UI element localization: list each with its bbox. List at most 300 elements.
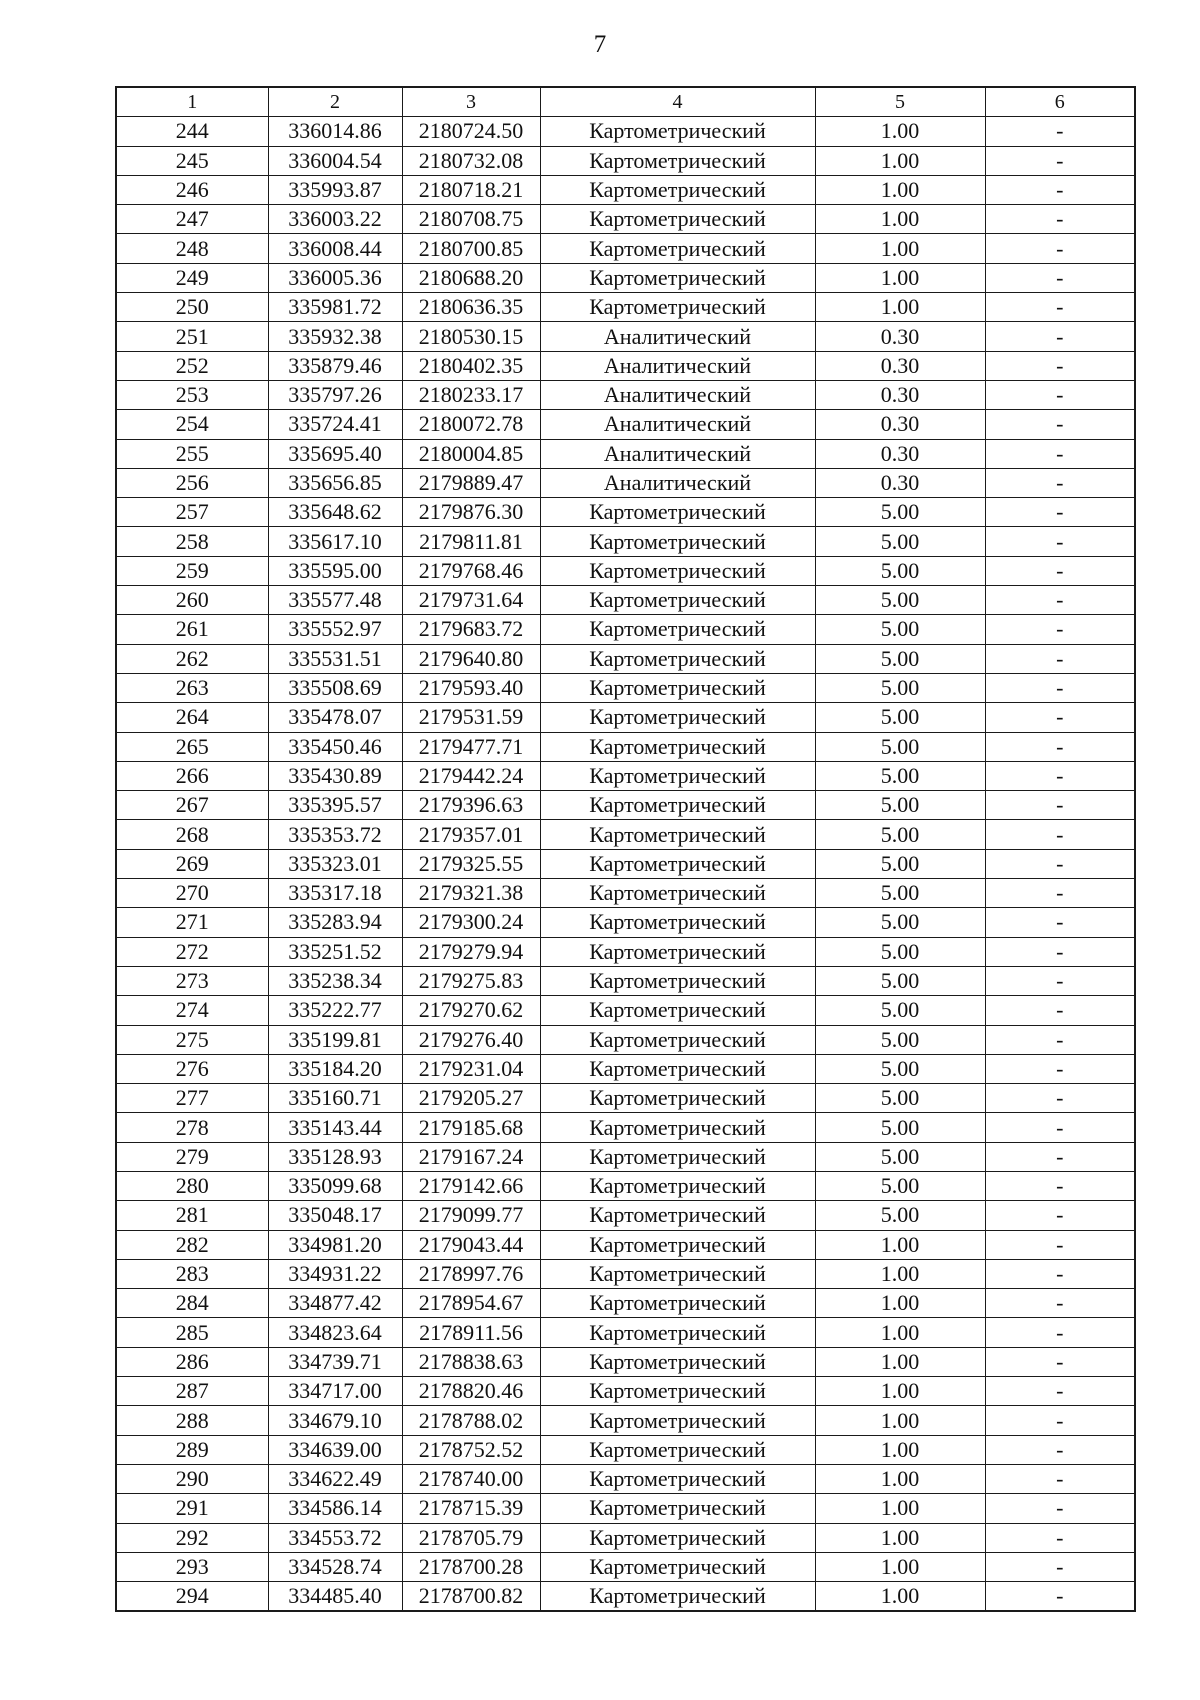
x-coordinate-cell: 334485.40: [268, 1582, 402, 1612]
point-number-cell: 268: [116, 820, 268, 849]
method-cell: Картометрический: [540, 615, 815, 644]
x-coordinate-cell: 334739.71: [268, 1347, 402, 1376]
note-cell: -: [985, 1523, 1135, 1552]
y-coordinate-cell: 2180688.20: [402, 263, 540, 292]
note-cell: -: [985, 439, 1135, 468]
x-coordinate-cell: 335478.07: [268, 703, 402, 732]
method-cell: Картометрический: [540, 849, 815, 878]
method-cell: Картометрический: [540, 234, 815, 263]
x-coordinate-cell: 334877.42: [268, 1289, 402, 1318]
x-coordinate-cell: 335450.46: [268, 732, 402, 761]
method-cell: Картометрический: [540, 673, 815, 702]
point-number-cell: 278: [116, 1113, 268, 1142]
point-number-cell: 271: [116, 908, 268, 937]
note-cell: -: [985, 1435, 1135, 1464]
method-cell: Картометрический: [540, 879, 815, 908]
point-number-cell: 249: [116, 263, 268, 292]
y-coordinate-cell: 2180530.15: [402, 322, 540, 351]
table-row: [116, 468, 1135, 497]
table-row: [116, 1259, 1135, 1288]
table-row: [116, 791, 1135, 820]
method-cell: Картометрический: [540, 820, 815, 849]
table-row: [116, 1318, 1135, 1347]
y-coordinate-cell: 2178954.67: [402, 1289, 540, 1318]
point-number-cell: 283: [116, 1259, 268, 1288]
table-row: [116, 1494, 1135, 1523]
table-row: [116, 556, 1135, 585]
method-cell: Картометрический: [540, 263, 815, 292]
accuracy-cell: 1.00: [815, 1259, 985, 1288]
accuracy-cell: 5.00: [815, 1113, 985, 1142]
method-cell: Картометрический: [540, 1289, 815, 1318]
x-coordinate-cell: 335552.97: [268, 615, 402, 644]
table-row: [116, 908, 1135, 937]
y-coordinate-cell: 2179593.40: [402, 673, 540, 702]
table-row: [116, 1552, 1135, 1581]
point-number-cell: 247: [116, 205, 268, 234]
table-row: [116, 1054, 1135, 1083]
table-row: [116, 527, 1135, 556]
table-row: [116, 117, 1135, 146]
method-cell: Картометрический: [540, 527, 815, 556]
accuracy-cell: 1.00: [815, 1523, 985, 1552]
method-cell: Картометрический: [540, 1435, 815, 1464]
method-cell: Картометрический: [540, 117, 815, 146]
accuracy-cell: 1.00: [815, 205, 985, 234]
y-coordinate-cell: 2178740.00: [402, 1464, 540, 1493]
point-number-cell: 279: [116, 1142, 268, 1171]
method-cell: Картометрический: [540, 1406, 815, 1435]
note-cell: -: [985, 1464, 1135, 1493]
point-number-cell: 282: [116, 1230, 268, 1259]
table-row: [116, 410, 1135, 439]
note-cell: -: [985, 615, 1135, 644]
x-coordinate-cell: 336004.54: [268, 146, 402, 175]
accuracy-cell: 5.00: [815, 908, 985, 937]
page-number: 7: [593, 31, 607, 58]
y-coordinate-cell: 2179185.68: [402, 1113, 540, 1142]
point-number-cell: 273: [116, 966, 268, 995]
method-cell: Аналитический: [540, 468, 815, 497]
point-number-cell: 286: [116, 1347, 268, 1376]
x-coordinate-cell: 335797.26: [268, 380, 402, 409]
method-cell: Картометрический: [540, 175, 815, 204]
accuracy-cell: 1.00: [815, 1435, 985, 1464]
note-cell: -: [985, 1289, 1135, 1318]
y-coordinate-cell: 2179442.24: [402, 761, 540, 790]
table-row: [116, 1084, 1135, 1113]
y-coordinate-cell: 2180700.85: [402, 234, 540, 263]
method-cell: Картометрический: [540, 1464, 815, 1493]
column-header: 4: [540, 87, 815, 117]
point-number-cell: 291: [116, 1494, 268, 1523]
y-coordinate-cell: 2179321.38: [402, 879, 540, 908]
accuracy-cell: 5.00: [815, 820, 985, 849]
method-cell: Картометрический: [540, 1347, 815, 1376]
method-cell: Картометрический: [540, 1054, 815, 1083]
method-cell: Картометрический: [540, 996, 815, 1025]
note-cell: -: [985, 1318, 1135, 1347]
x-coordinate-cell: 335251.52: [268, 937, 402, 966]
table-row: [116, 732, 1135, 761]
table-row: [116, 1377, 1135, 1406]
column-header: 2: [268, 87, 402, 117]
method-cell: Картометрический: [540, 205, 815, 234]
y-coordinate-cell: 2179043.44: [402, 1230, 540, 1259]
y-coordinate-cell: 2180004.85: [402, 439, 540, 468]
y-coordinate-cell: 2179279.94: [402, 937, 540, 966]
table-row: [116, 761, 1135, 790]
note-cell: -: [985, 703, 1135, 732]
method-cell: Картометрический: [540, 1552, 815, 1581]
x-coordinate-cell: 335430.89: [268, 761, 402, 790]
note-cell: -: [985, 527, 1135, 556]
accuracy-cell: 5.00: [815, 791, 985, 820]
table-row: [116, 1464, 1135, 1493]
point-number-cell: 253: [116, 380, 268, 409]
method-cell: Картометрический: [540, 732, 815, 761]
accuracy-cell: 0.30: [815, 322, 985, 351]
table-row: [116, 937, 1135, 966]
table-row: [116, 175, 1135, 204]
accuracy-cell: 0.30: [815, 468, 985, 497]
method-cell: Картометрический: [540, 1494, 815, 1523]
y-coordinate-cell: 2179231.04: [402, 1054, 540, 1083]
table-row: [116, 703, 1135, 732]
y-coordinate-cell: 2178838.63: [402, 1347, 540, 1376]
accuracy-cell: 1.00: [815, 1494, 985, 1523]
point-number-cell: 259: [116, 556, 268, 585]
note-cell: -: [985, 263, 1135, 292]
y-coordinate-cell: 2179167.24: [402, 1142, 540, 1171]
point-number-cell: 289: [116, 1435, 268, 1464]
point-number-cell: 274: [116, 996, 268, 1025]
method-cell: Аналитический: [540, 322, 815, 351]
table-row: [116, 644, 1135, 673]
accuracy-cell: 5.00: [815, 703, 985, 732]
note-cell: -: [985, 1406, 1135, 1435]
column-header: 1: [116, 87, 268, 117]
method-cell: Картометрический: [540, 293, 815, 322]
accuracy-cell: 5.00: [815, 732, 985, 761]
x-coordinate-cell: 334639.00: [268, 1435, 402, 1464]
x-coordinate-cell: 335048.17: [268, 1201, 402, 1230]
note-cell: -: [985, 1171, 1135, 1200]
note-cell: -: [985, 673, 1135, 702]
method-cell: Картометрический: [540, 1259, 815, 1288]
note-cell: -: [985, 322, 1135, 351]
method-cell: Картометрический: [540, 498, 815, 527]
table-body: [116, 117, 1135, 1612]
x-coordinate-cell: 335879.46: [268, 351, 402, 380]
y-coordinate-cell: 2178705.79: [402, 1523, 540, 1552]
y-coordinate-cell: 2180636.35: [402, 293, 540, 322]
x-coordinate-cell: 335184.20: [268, 1054, 402, 1083]
note-cell: -: [985, 966, 1135, 995]
point-number-cell: 281: [116, 1201, 268, 1230]
table-row: [116, 1347, 1135, 1376]
point-number-cell: 257: [116, 498, 268, 527]
y-coordinate-cell: 2178820.46: [402, 1377, 540, 1406]
method-cell: Картометрический: [540, 937, 815, 966]
table-row: [116, 820, 1135, 849]
note-cell: -: [985, 293, 1135, 322]
point-number-cell: 262: [116, 644, 268, 673]
accuracy-cell: 0.30: [815, 351, 985, 380]
x-coordinate-cell: 335595.00: [268, 556, 402, 585]
table-row: [116, 966, 1135, 995]
y-coordinate-cell: 2179275.83: [402, 966, 540, 995]
x-coordinate-cell: 335724.41: [268, 410, 402, 439]
point-number-cell: 293: [116, 1552, 268, 1581]
x-coordinate-cell: 335695.40: [268, 439, 402, 468]
x-coordinate-cell: 335395.57: [268, 791, 402, 820]
y-coordinate-cell: 2178788.02: [402, 1406, 540, 1435]
note-cell: -: [985, 820, 1135, 849]
x-coordinate-cell: 336005.36: [268, 263, 402, 292]
point-number-cell: 250: [116, 293, 268, 322]
x-coordinate-cell: 334981.20: [268, 1230, 402, 1259]
x-coordinate-cell: 335353.72: [268, 820, 402, 849]
table-row: [116, 879, 1135, 908]
method-cell: Картометрический: [540, 1084, 815, 1113]
accuracy-cell: 1.00: [815, 234, 985, 263]
method-cell: Картометрический: [540, 1201, 815, 1230]
note-cell: -: [985, 1084, 1135, 1113]
point-number-cell: 272: [116, 937, 268, 966]
note-cell: -: [985, 996, 1135, 1025]
x-coordinate-cell: 336014.86: [268, 117, 402, 146]
y-coordinate-cell: 2179683.72: [402, 615, 540, 644]
note-cell: -: [985, 175, 1135, 204]
y-coordinate-cell: 2179099.77: [402, 1201, 540, 1230]
accuracy-cell: 1.00: [815, 1289, 985, 1318]
point-number-cell: 269: [116, 849, 268, 878]
accuracy-cell: 5.00: [815, 1201, 985, 1230]
accuracy-cell: 1.00: [815, 1347, 985, 1376]
y-coordinate-cell: 2180732.08: [402, 146, 540, 175]
y-coordinate-cell: 2180402.35: [402, 351, 540, 380]
point-number-cell: 261: [116, 615, 268, 644]
accuracy-cell: 0.30: [815, 439, 985, 468]
accuracy-cell: 5.00: [815, 673, 985, 702]
y-coordinate-cell: 2178911.56: [402, 1318, 540, 1347]
accuracy-cell: 5.00: [815, 1142, 985, 1171]
x-coordinate-cell: 335143.44: [268, 1113, 402, 1142]
table-row: [116, 1406, 1135, 1435]
note-cell: -: [985, 1377, 1135, 1406]
y-coordinate-cell: 2180233.17: [402, 380, 540, 409]
point-number-cell: 270: [116, 879, 268, 908]
point-number-cell: 263: [116, 673, 268, 702]
accuracy-cell: 5.00: [815, 1084, 985, 1113]
table-row: [116, 586, 1135, 615]
y-coordinate-cell: 2180724.50: [402, 117, 540, 146]
y-coordinate-cell: 2180072.78: [402, 410, 540, 439]
point-number-cell: 292: [116, 1523, 268, 1552]
accuracy-cell: 5.00: [815, 849, 985, 878]
x-coordinate-cell: 334528.74: [268, 1552, 402, 1581]
table-row: [116, 1230, 1135, 1259]
point-number-cell: 276: [116, 1054, 268, 1083]
y-coordinate-cell: 2179142.66: [402, 1171, 540, 1200]
point-number-cell: 264: [116, 703, 268, 732]
note-cell: -: [985, 908, 1135, 937]
method-cell: Картометрический: [540, 791, 815, 820]
note-cell: -: [985, 1347, 1135, 1376]
x-coordinate-cell: 335317.18: [268, 879, 402, 908]
note-cell: -: [985, 761, 1135, 790]
accuracy-cell: 5.00: [815, 1054, 985, 1083]
note-cell: -: [985, 732, 1135, 761]
method-cell: Картометрический: [540, 908, 815, 937]
accuracy-cell: 1.00: [815, 1464, 985, 1493]
x-coordinate-cell: 335656.85: [268, 468, 402, 497]
x-coordinate-cell: 335222.77: [268, 996, 402, 1025]
method-cell: Картометрический: [540, 146, 815, 175]
note-cell: -: [985, 556, 1135, 585]
point-number-cell: 288: [116, 1406, 268, 1435]
note-cell: -: [985, 146, 1135, 175]
method-cell: Аналитический: [540, 351, 815, 380]
method-cell: Аналитический: [540, 439, 815, 468]
x-coordinate-cell: 335099.68: [268, 1171, 402, 1200]
x-coordinate-cell: 336008.44: [268, 234, 402, 263]
x-coordinate-cell: 335577.48: [268, 586, 402, 615]
note-cell: -: [985, 117, 1135, 146]
y-coordinate-cell: 2179876.30: [402, 498, 540, 527]
y-coordinate-cell: 2179640.80: [402, 644, 540, 673]
accuracy-cell: 5.00: [815, 586, 985, 615]
accuracy-cell: 1.00: [815, 1406, 985, 1435]
note-cell: -: [985, 498, 1135, 527]
x-coordinate-cell: 334931.22: [268, 1259, 402, 1288]
table-row: [116, 1113, 1135, 1142]
method-cell: Картометрический: [540, 1171, 815, 1200]
x-coordinate-cell: 335993.87: [268, 175, 402, 204]
note-cell: -: [985, 468, 1135, 497]
y-coordinate-cell: 2180718.21: [402, 175, 540, 204]
x-coordinate-cell: 335238.34: [268, 966, 402, 995]
point-number-cell: 294: [116, 1582, 268, 1612]
note-cell: -: [985, 586, 1135, 615]
x-coordinate-cell: 335283.94: [268, 908, 402, 937]
point-number-cell: 280: [116, 1171, 268, 1200]
y-coordinate-cell: 2179205.27: [402, 1084, 540, 1113]
accuracy-cell: 5.00: [815, 1171, 985, 1200]
method-cell: Картометрический: [540, 586, 815, 615]
note-cell: -: [985, 1054, 1135, 1083]
accuracy-cell: 5.00: [815, 615, 985, 644]
coordinates-table: [115, 86, 1136, 1612]
point-number-cell: 266: [116, 761, 268, 790]
note-cell: -: [985, 205, 1135, 234]
y-coordinate-cell: 2180708.75: [402, 205, 540, 234]
y-coordinate-cell: 2179531.59: [402, 703, 540, 732]
x-coordinate-cell: 336003.22: [268, 205, 402, 234]
accuracy-cell: 5.00: [815, 644, 985, 673]
point-number-cell: 285: [116, 1318, 268, 1347]
point-number-cell: 275: [116, 1025, 268, 1054]
note-cell: -: [985, 1230, 1135, 1259]
table-row: [116, 615, 1135, 644]
accuracy-cell: 0.30: [815, 380, 985, 409]
table-row: [116, 322, 1135, 351]
y-coordinate-cell: 2179325.55: [402, 849, 540, 878]
table-row: [116, 263, 1135, 292]
method-cell: Картометрический: [540, 644, 815, 673]
method-cell: Картометрический: [540, 966, 815, 995]
table-row: [116, 849, 1135, 878]
point-number-cell: 290: [116, 1464, 268, 1493]
y-coordinate-cell: 2179300.24: [402, 908, 540, 937]
x-coordinate-cell: 334823.64: [268, 1318, 402, 1347]
method-cell: Картометрический: [540, 1025, 815, 1054]
x-coordinate-cell: 334679.10: [268, 1406, 402, 1435]
note-cell: -: [985, 351, 1135, 380]
note-cell: -: [985, 1025, 1135, 1054]
method-cell: Картометрический: [540, 1318, 815, 1347]
x-coordinate-cell: 335199.81: [268, 1025, 402, 1054]
y-coordinate-cell: 2179270.62: [402, 996, 540, 1025]
y-coordinate-cell: 2178700.82: [402, 1582, 540, 1612]
accuracy-cell: 5.00: [815, 879, 985, 908]
accuracy-cell: 1.00: [815, 175, 985, 204]
accuracy-cell: 1.00: [815, 1582, 985, 1612]
method-cell: Картометрический: [540, 761, 815, 790]
note-cell: -: [985, 1142, 1135, 1171]
accuracy-cell: 5.00: [815, 761, 985, 790]
table-row: [116, 293, 1135, 322]
x-coordinate-cell: 334553.72: [268, 1523, 402, 1552]
accuracy-cell: 5.00: [815, 556, 985, 585]
x-coordinate-cell: 335981.72: [268, 293, 402, 322]
table-row: [116, 439, 1135, 468]
table-row: [116, 1435, 1135, 1464]
note-cell: -: [985, 1113, 1135, 1142]
note-cell: -: [985, 937, 1135, 966]
x-coordinate-cell: 335932.38: [268, 322, 402, 351]
accuracy-cell: 1.00: [815, 1552, 985, 1581]
note-cell: -: [985, 1582, 1135, 1612]
point-number-cell: 255: [116, 439, 268, 468]
method-cell: Картометрический: [540, 1523, 815, 1552]
y-coordinate-cell: 2178700.28: [402, 1552, 540, 1581]
x-coordinate-cell: 335128.93: [268, 1142, 402, 1171]
table-row: [116, 351, 1135, 380]
table-row: [116, 1289, 1135, 1318]
point-number-cell: 244: [116, 117, 268, 146]
point-number-cell: 251: [116, 322, 268, 351]
accuracy-cell: 1.00: [815, 293, 985, 322]
table-row: [116, 1201, 1135, 1230]
accuracy-cell: 1.00: [815, 1230, 985, 1259]
point-number-cell: 256: [116, 468, 268, 497]
accuracy-cell: 5.00: [815, 937, 985, 966]
table-row: [116, 996, 1135, 1025]
column-header: 6: [985, 87, 1135, 117]
method-cell: Картометрический: [540, 1230, 815, 1259]
point-number-cell: 245: [116, 146, 268, 175]
point-number-cell: 246: [116, 175, 268, 204]
note-cell: -: [985, 410, 1135, 439]
accuracy-cell: 5.00: [815, 1025, 985, 1054]
note-cell: -: [985, 849, 1135, 878]
x-coordinate-cell: 335648.62: [268, 498, 402, 527]
accuracy-cell: 1.00: [815, 1318, 985, 1347]
table-row: [116, 380, 1135, 409]
column-header: 5: [815, 87, 985, 117]
